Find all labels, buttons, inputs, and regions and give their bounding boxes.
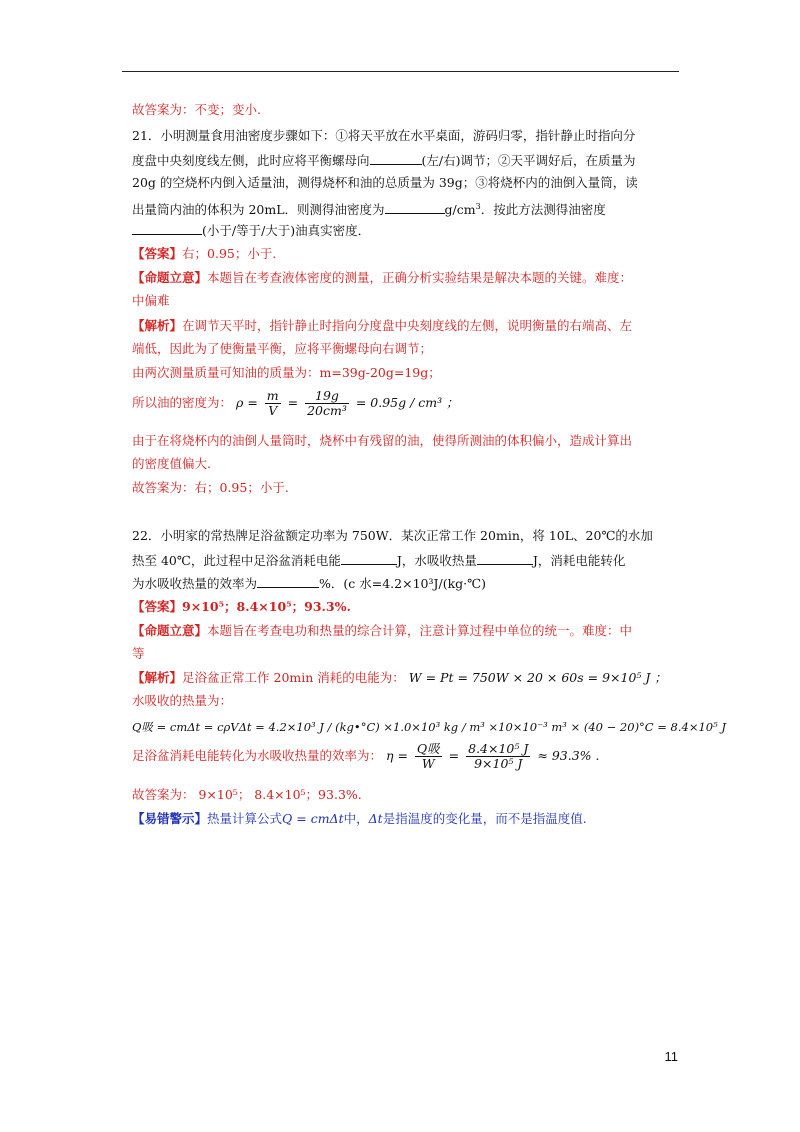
q21-intent-1: [132, 270, 632, 286]
q21-line4: 出量筒内油的体积为 20mL．则测得油密度为 $g/cm^3$．按此方法测得油密度: [132, 202, 606, 218]
q21-blank-2: [385, 201, 445, 214]
q21-analysis-2: 端低，因此为了使衡量平衡，应将平衡螺母向右调节；: [132, 341, 433, 356]
frac-den: V: [268, 403, 278, 418]
frac-num: m: [266, 388, 279, 403]
formula-lhs: ρ =: [236, 395, 258, 410]
formula-rhs: = 0.95g / cm³ ；: [355, 395, 459, 410]
fraction-19g-20cm3: [305, 389, 349, 418]
frac-den: W: [421, 756, 435, 771]
q22-warn-formula: Q = cmΔt: [282, 811, 344, 826]
q21-analysis-4: 所以油的密度为：: [132, 395, 233, 410]
q22-analysis-2: 水吸收的热量为：: [132, 693, 233, 708]
q21-analysis-1: [132, 318, 632, 334]
prev-answer: 故答案为：不变；变小.: [132, 102, 261, 117]
q21-line2-a: 度盘中央刻度线左侧，此时应将平衡螺母向: [132, 153, 370, 168]
q22-blank-2: [477, 552, 533, 565]
q22-line2: [132, 552, 625, 569]
q22-blank-3: [257, 575, 319, 588]
page-number: 11: [664, 1049, 678, 1064]
q21-analysis-text: 在调节天平时，指针静止时指向分度盘中央刻度线的左侧，说明衡量的右端高、左: [182, 318, 633, 333]
q22-analysis-1: [132, 670, 667, 686]
q21-answer-text: 右；0.95；小于.: [182, 246, 277, 261]
q22-intent-1: [132, 623, 632, 639]
q22-warning: [132, 811, 587, 827]
q21-line1: 21．小明测量食用油密度步骤如下：①将天平放在水平桌面，游码归零，指针静止时指向分: [132, 128, 636, 143]
frac-den: 20cm³: [307, 403, 347, 418]
q22-line3-b: %．(c 水=4.2×10³J/(kg·℃): [319, 576, 486, 591]
q22-line2-c: J，消耗电能转化: [532, 553, 626, 568]
q22-heat-formula: Q吸 = cmΔt = cρVΔt = 4.2×10³ J / (kg•°C) ×1.0×10³ kg / m³ ×10×10⁻³ m³ × (40 − 20)°C = 8.4×10⁵ J: [132, 720, 726, 734]
q22-intent-2: 等: [132, 646, 145, 661]
q22-warn-tag: 【易错警示】: [132, 811, 208, 826]
frac-num: 8.4×10⁵ J: [468, 741, 529, 756]
fraction-q-w: [415, 742, 442, 771]
q21-blank-1: [370, 152, 422, 165]
q21-analysis-5: 由于在将烧杯内的油倒人量筒时，烧杯中有残留的油，使得所测油的体积偏小，造成计算出: [132, 433, 633, 448]
q21-line4-b: g/cm: [444, 202, 476, 218]
q22-analysis-text: 足浴盆正常工作 20min 消耗的电能为：: [182, 670, 405, 685]
q21-line4-a: 出量筒内油的体积为 20mL．则测得油密度为: [132, 202, 385, 218]
q22-warn-c: 是指温度的变化量，而不是指温度值.: [382, 811, 587, 826]
q21-line5-text: (小于/等于/大于)油真实密度．: [202, 223, 371, 238]
q22-efficiency-formula: 足浴盆消耗电能转化为水吸收热量的效率为： η = $\frac{\text{Q吸}}{W}$ = $\frac{\text{8.4×10⁵ J}}{\text{9×10⁵ J}}$ ≈ 93.3% .: [132, 741, 600, 771]
q22-line3-a: 为水吸收热量的效率为: [132, 576, 258, 591]
q22-blank-1: [341, 552, 397, 565]
q21-blank-3: [132, 222, 202, 235]
q21-line3: 20g 的空烧杯内倒入适量油，测得烧杯和油的总质量为 39g；③将烧杯内的油倒入量筒，读: [132, 175, 638, 190]
q21-answer: [132, 246, 276, 262]
q21-intent-2: 中偏难: [132, 293, 170, 308]
q21-analysis-6: 的密度值偏大.: [132, 456, 211, 471]
q21-answer-tag: 【答案】: [132, 246, 183, 261]
eta-rhs: ≈ 93.3% .: [537, 748, 600, 763]
q22-final: 故答案为： 9×10⁵； 8.4×10⁵；93.3%.: [132, 787, 362, 802]
q21-final: 故答案为：右；0.95；小于.: [132, 480, 289, 495]
header-rule: [122, 71, 679, 72]
q22-intent-tag: 【命题立意】: [132, 623, 208, 638]
q22-intent-text: 本题旨在考查电功和热量的综合计算，注意计算过程中单位的统一。难度：中: [207, 623, 633, 638]
q22-analysis-tag: 【解析】: [132, 670, 183, 685]
fraction-m-v: [265, 389, 281, 418]
q21-intent-text: 本题旨在考查液体密度的测量，正确分析实验结果是解决本题的关键。难度：: [207, 270, 633, 285]
q21-density-formula: 所以油的密度为： ρ = $\frac{m}{V}$ = $\frac{19g}{\text{20cm³}}$ = 0.95g / cm³ ；: [132, 388, 459, 418]
q21-line2-b: (左/右)调节；②天平调好后，在质量为: [421, 153, 636, 168]
q22-line2-b: J，水吸收热量: [396, 553, 477, 568]
q22-energy-formula: W = Pt = 750W × 20 × 60s = 9×10⁵ J ；: [408, 670, 667, 685]
q21-intent-tag: 【命题立意】: [132, 270, 208, 285]
q22-warn-a: 热量计算公式: [207, 811, 283, 826]
q22-analysis-4: 足浴盆消耗电能转化为水吸收热量的效率为：: [132, 748, 383, 763]
frac-num: 19g: [305, 389, 349, 404]
q22-answer: [132, 599, 351, 615]
q22-answer-tag: 【答案】: [132, 599, 183, 614]
eta-lhs: η =: [386, 748, 408, 763]
q22-line1: 22．小明家的常热牌足浴盆额定功率为 750W．某次正常工作 20min，将 10L、20℃的水加: [132, 528, 653, 543]
q21-analysis-3: 由两次测量质量可知油的质量为：m=39g-20g=19g；: [132, 365, 441, 380]
q21-line2: [132, 152, 635, 169]
q22-warn-b: 中，: [343, 811, 369, 826]
q22-line3: [132, 575, 486, 592]
frac-num: Q吸: [416, 741, 440, 756]
q21-line4-c: ．按此方法测得油密度: [480, 202, 606, 218]
fraction-values: [466, 742, 530, 771]
q21-line5: [132, 222, 370, 239]
q21-analysis-tag: 【解析】: [132, 318, 183, 333]
q22-answer-text: 9×10⁵；8.4×10⁵；93.3%.: [182, 599, 351, 614]
frac-den: 9×10⁵ J: [474, 756, 523, 771]
q22-line2-a: 热至 40℃，此过程中足浴盆消耗电能: [132, 553, 341, 568]
q22-warn-formula2: Δt: [368, 811, 383, 826]
